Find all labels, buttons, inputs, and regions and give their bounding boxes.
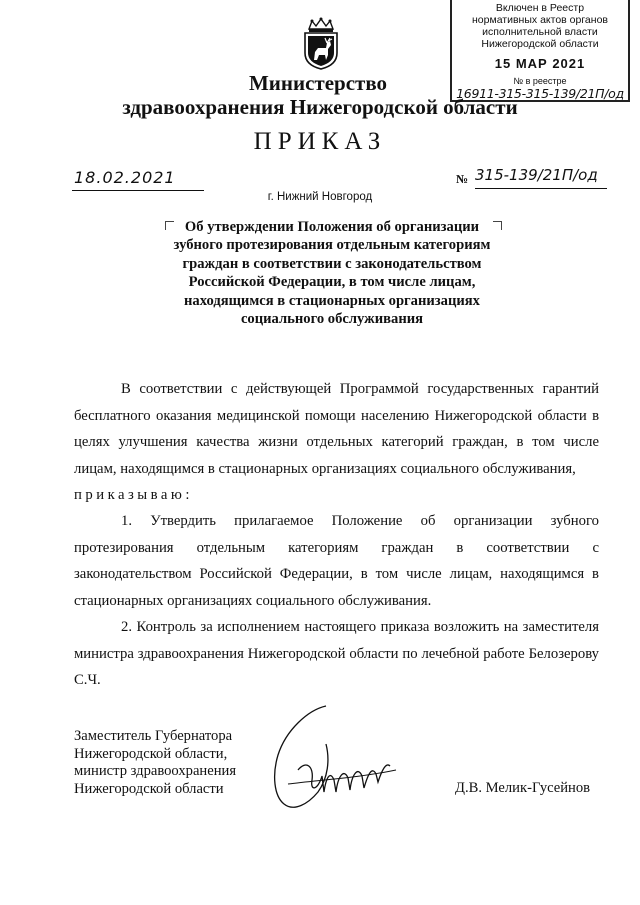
order-word: приказываю:	[74, 487, 193, 503]
stamp-line-4: Нижегородской области	[481, 38, 599, 50]
order-number-label: №	[456, 172, 469, 186]
city: г. Нижний Новгород	[267, 191, 373, 203]
signatory-name: Д.В. Мелик-Гусейнов	[455, 780, 591, 796]
stamp-line-3: исполнительной власти	[482, 26, 598, 38]
document-type: ПРИКАЗ	[253, 128, 387, 155]
item-1-paragraph: 1. Утвердить прилагаемое Положение об организации зубного протезирования отдельным категориям граждан в соответствии с законодательством Российской Федерации, в том числе лицам, находящимся в стационарных организациях социального обслуживания.	[74, 513, 599, 609]
preamble-paragraph	[74, 376, 599, 509]
position-line-2: Нижегородской области,	[74, 745, 228, 762]
ministry-title-line-2: здравоохранения Нижегородской области	[122, 95, 518, 119]
position-line-3: министр здравоохранения	[74, 763, 237, 779]
stamp-reg-label: № в реестре	[513, 76, 567, 86]
order-number: 315-139/21П/од	[475, 166, 607, 189]
stamp-date: 15 МАР 2021	[494, 56, 586, 71]
coat-of-arms-icon	[299, 17, 343, 71]
item-2-paragraph: 2. Контроль за исполнением настоящего приказа возложить на заместителя министра здравоохранения Нижегородской области по лечебной работе Белозерову С.Ч.	[74, 619, 599, 688]
stamp-line-1: Включен в Реестр	[495, 2, 585, 14]
position-line-4: Нижегородской области	[74, 780, 224, 797]
handwritten-signature	[268, 700, 403, 820]
position-line-1: Заместитель Губернатора	[74, 728, 233, 744]
stamp-line-2: нормативных актов органов	[472, 14, 608, 26]
preamble-text: В соответствии с действующей Программой государственных гарантий бесплатного оказания медицинской помощи населению Нижегородской области в целях улучшения качества жизни отдельных категорий граждан, в том числе лицам, находящимся в стационарных организациях социального обслуживания,	[74, 381, 599, 477]
ministry-title-line-1: Министерство	[248, 71, 388, 95]
order-subject: Об утверждении Положения об организации зубного протезирования отдельным категориям граждан в соответствии с законодательством Российской Федерации, в том числе лицам, находящимся в стационарных организациях социального обслуживания	[173, 219, 491, 328]
stamp-reg-number: 16911-315-315-139/21П/од	[456, 86, 624, 101]
signatory-position	[74, 728, 236, 798]
order-date: 18.02.2021	[72, 168, 204, 191]
